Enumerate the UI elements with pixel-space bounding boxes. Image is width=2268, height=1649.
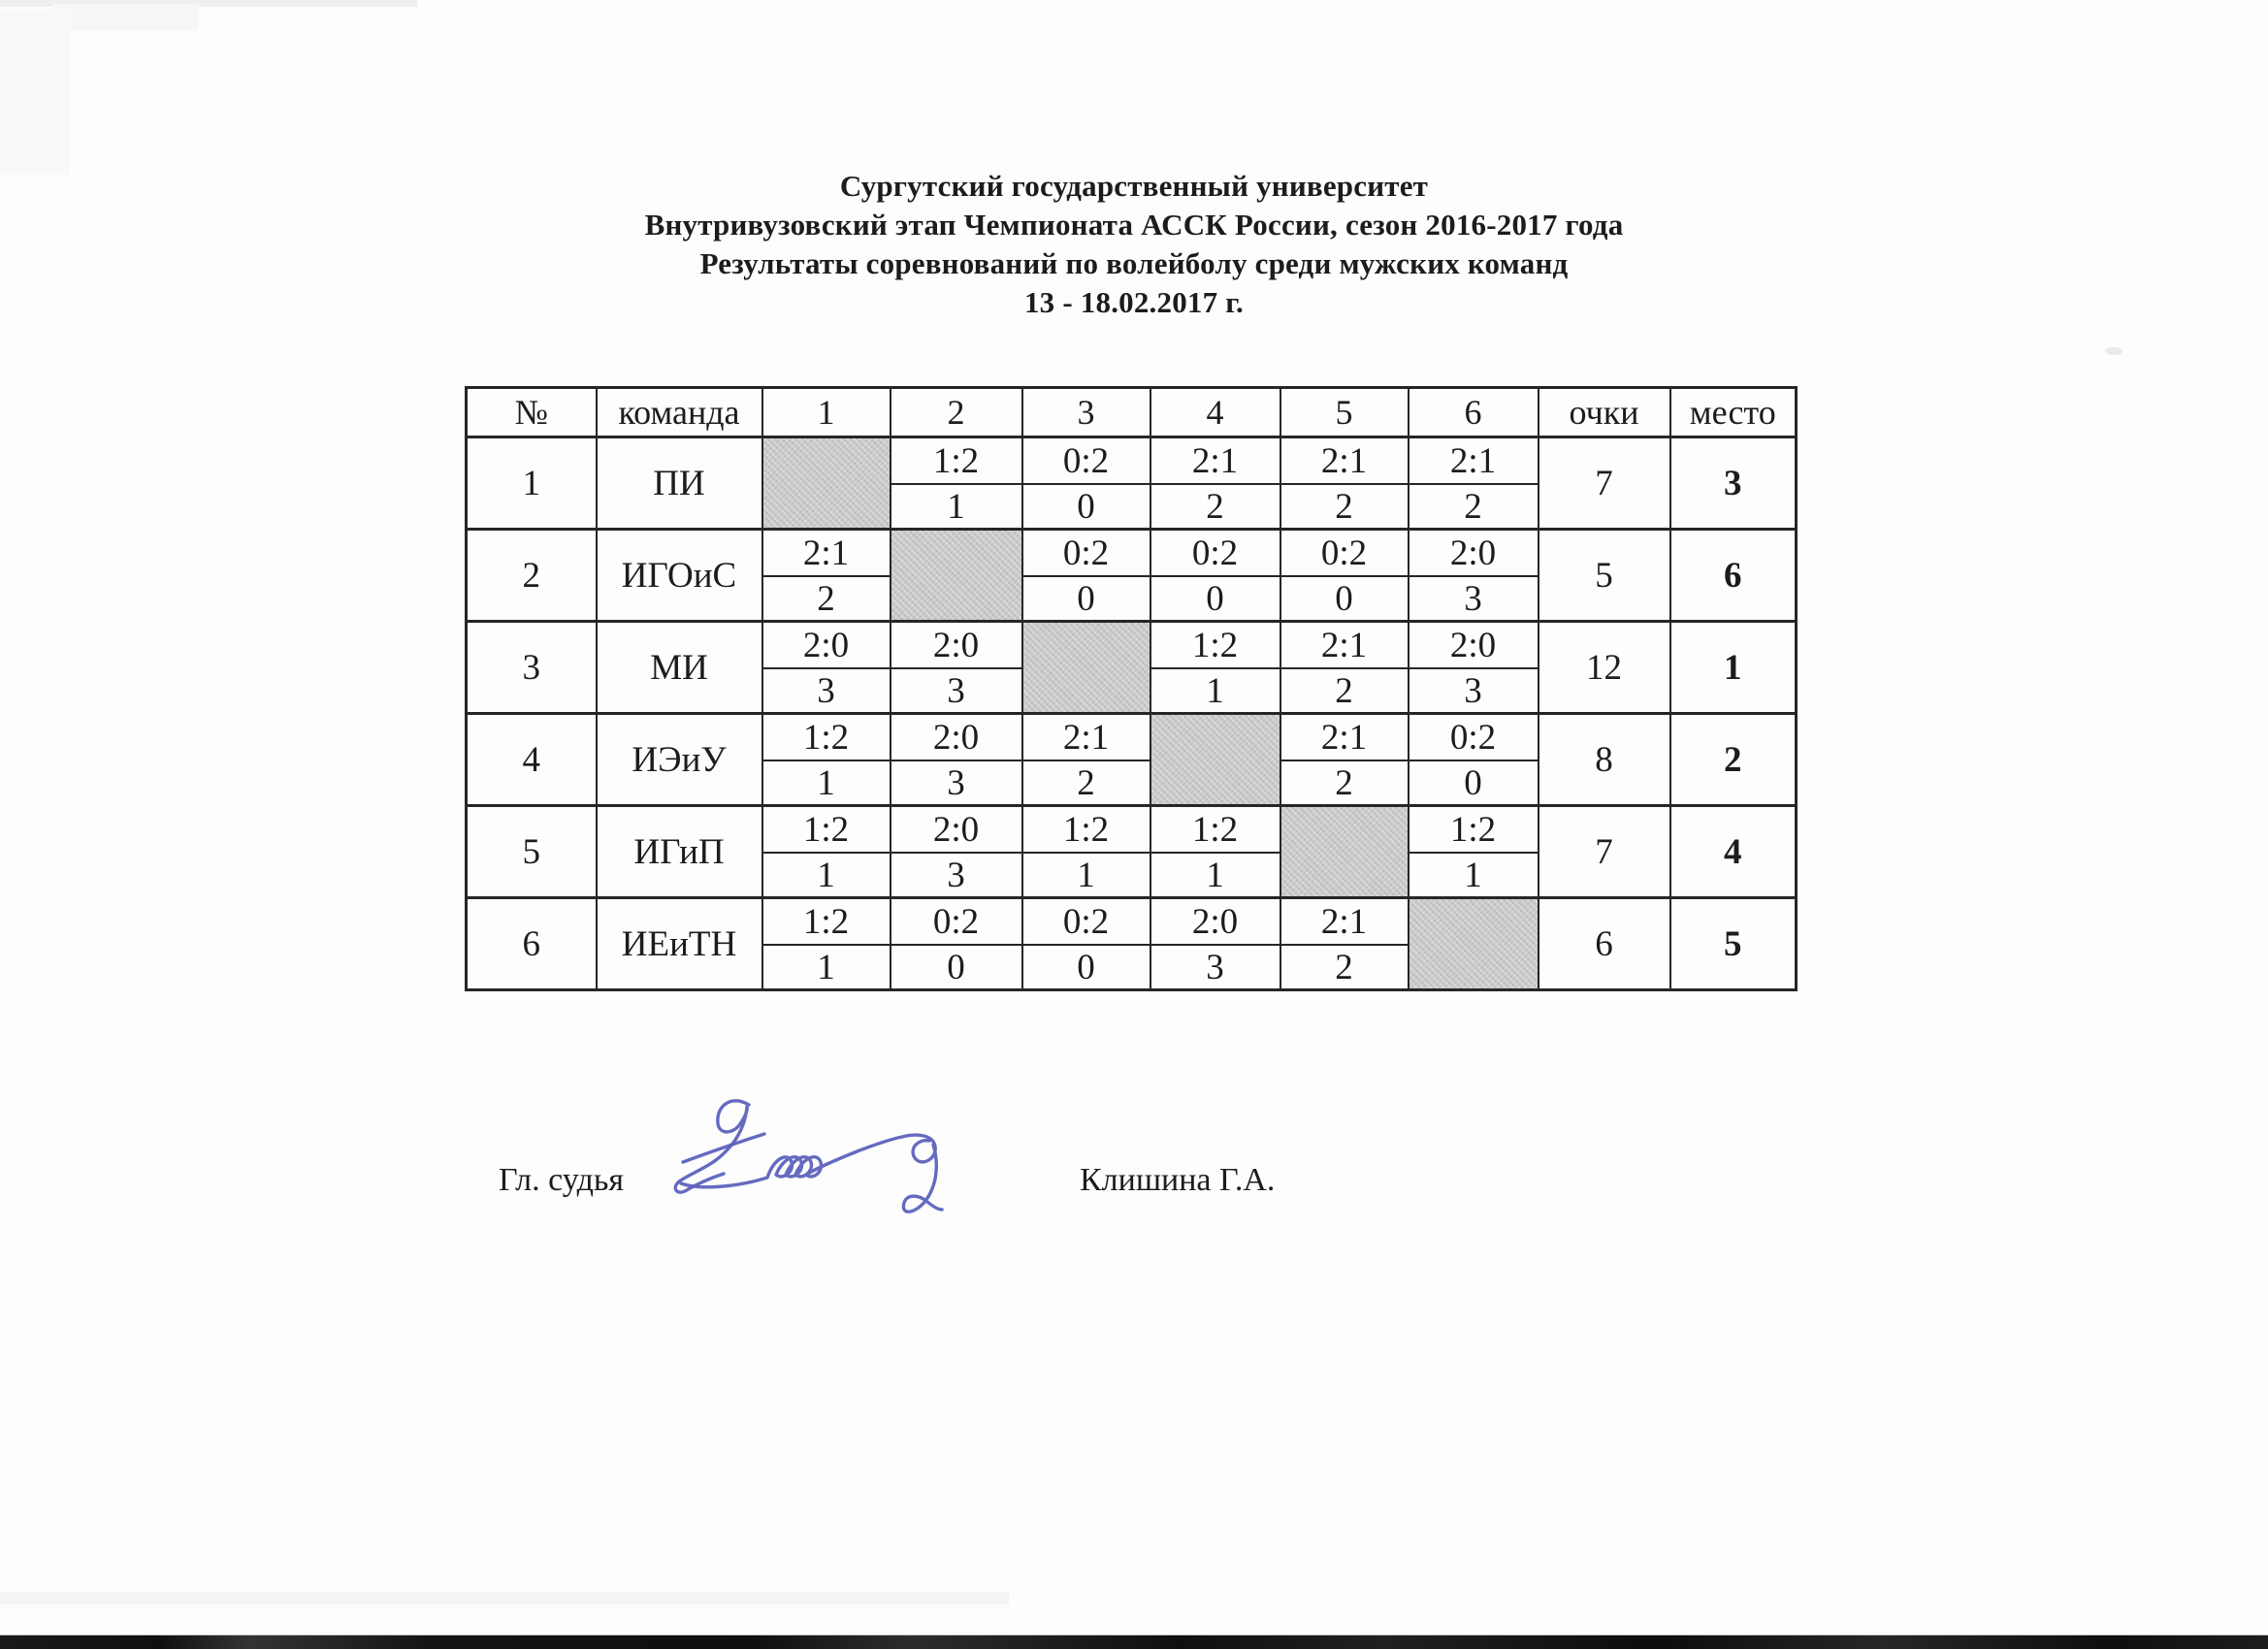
set-points-cell: 2 (762, 576, 891, 622)
set-points-cell: 3 (891, 760, 1022, 806)
set-points-cell: 0 (1409, 760, 1539, 806)
score-cell: 1:2 (1150, 622, 1280, 669)
place-cell: 4 (1670, 806, 1797, 898)
team-number-cell: 6 (467, 898, 597, 990)
diagonal-cell (1022, 622, 1150, 714)
title-line-university: Сургутский государственный университет (839, 169, 1429, 203)
place-cell: 2 (1670, 714, 1797, 806)
score-cell: 2:1 (1280, 437, 1409, 485)
score-cell: 2:1 (1409, 437, 1539, 485)
set-points-cell: 2 (1022, 760, 1150, 806)
set-points-cell: 1 (1409, 853, 1539, 898)
set-points-cell: 2 (1280, 760, 1409, 806)
place-cell: 5 (1670, 898, 1797, 990)
team-number-cell: 4 (467, 714, 597, 806)
set-points-cell: 2 (1150, 484, 1280, 530)
set-points-cell: 3 (1150, 945, 1280, 990)
title-line-stage: Внутривузовский этап Чемпионата АССК России, сезон 2016-2017 года (644, 208, 1624, 242)
total-points-cell: 8 (1539, 714, 1670, 806)
judge-label: Гл. судья (499, 1162, 625, 1198)
set-points-cell: 1 (762, 760, 891, 806)
score-cell: 2:1 (1280, 898, 1409, 946)
score-cell: 0:2 (1022, 437, 1150, 485)
place-cell: 1 (1670, 622, 1797, 714)
score-cell: 0:2 (1022, 530, 1150, 577)
place-cell: 6 (1670, 530, 1797, 622)
header-cell: 6 (1409, 388, 1539, 437)
diagonal-cell (1150, 714, 1280, 806)
diagonal-cell (762, 437, 891, 530)
score-cell: 2:1 (762, 530, 891, 577)
scan-top-smudge (53, 4, 199, 31)
score-cell: 2:0 (891, 714, 1022, 761)
header-cell: команда (597, 388, 762, 437)
set-points-cell: 2 (1280, 668, 1409, 714)
total-points-cell: 6 (1539, 898, 1670, 990)
total-points-cell: 5 (1539, 530, 1670, 622)
set-points-cell: 3 (891, 853, 1022, 898)
place-cell: 3 (1670, 437, 1797, 530)
score-cell: 1:2 (1409, 806, 1539, 854)
scan-left-smudge (0, 10, 70, 175)
scan-bottom-smudge (0, 1592, 1009, 1604)
header-cell: очки (1539, 388, 1670, 437)
total-points-cell: 7 (1539, 806, 1670, 898)
judge-name: Клишина Г.А. (1080, 1162, 1276, 1198)
set-points-cell: 0 (1280, 576, 1409, 622)
set-points-cell: 1 (1150, 853, 1280, 898)
score-cell: 0:2 (891, 898, 1022, 946)
set-points-cell: 2 (1280, 945, 1409, 990)
set-points-cell: 1 (891, 484, 1022, 530)
header-cell: 5 (1280, 388, 1409, 437)
set-points-cell: 1 (1150, 668, 1280, 714)
score-cell: 1:2 (891, 437, 1022, 485)
title-line-dates: 13 - 18.02.2017 г. (1023, 285, 1244, 319)
diagonal-cell (891, 530, 1022, 622)
score-cell: 0:2 (1150, 530, 1280, 577)
team-name-cell: ИЕиТН (597, 898, 762, 990)
score-cell: 1:2 (1150, 806, 1280, 854)
score-cell: 2:0 (1150, 898, 1280, 946)
team-name-cell: ИГОиС (597, 530, 762, 622)
score-cell: 1:2 (762, 714, 891, 761)
score-cell: 2:0 (1409, 622, 1539, 669)
set-points-cell: 2 (1280, 484, 1409, 530)
set-points-cell: 0 (1022, 484, 1150, 530)
score-cell: 2:1 (1280, 622, 1409, 669)
set-points-cell: 2 (1409, 484, 1539, 530)
judge-signature-icon (656, 1073, 986, 1247)
header-cell: № (467, 388, 597, 437)
score-cell: 1:2 (762, 806, 891, 854)
set-points-cell: 1 (762, 853, 891, 898)
set-points-cell: 0 (1022, 945, 1150, 990)
score-cell: 1:2 (762, 898, 891, 946)
score-cell: 0:2 (1409, 714, 1539, 761)
total-points-cell: 12 (1539, 622, 1670, 714)
score-cell: 2:0 (1409, 530, 1539, 577)
header-cell: 2 (891, 388, 1022, 437)
team-name-cell: ИГиП (597, 806, 762, 898)
team-number-cell: 2 (467, 530, 597, 622)
scan-speck (2105, 347, 2122, 355)
score-cell: 0:2 (1280, 530, 1409, 577)
header-cell: 3 (1022, 388, 1150, 437)
score-cell: 1:2 (1022, 806, 1150, 854)
results-table (465, 386, 1798, 991)
score-cell: 2:0 (891, 622, 1022, 669)
set-points-cell: 1 (1022, 853, 1150, 898)
team-number-cell: 3 (467, 622, 597, 714)
scan-top-smudge (0, 0, 417, 7)
header-cell: место (1670, 388, 1797, 437)
header-cell: 1 (762, 388, 891, 437)
diagonal-cell (1280, 806, 1409, 898)
score-cell: 2:0 (762, 622, 891, 669)
total-points-cell: 7 (1539, 437, 1670, 530)
score-cell: 2:1 (1022, 714, 1150, 761)
score-cell: 0:2 (1022, 898, 1150, 946)
set-points-cell: 1 (762, 945, 891, 990)
set-points-cell: 0 (1150, 576, 1280, 622)
team-number-cell: 5 (467, 806, 597, 898)
diagonal-cell (1409, 898, 1539, 990)
team-name-cell: ПИ (597, 437, 762, 530)
team-name-cell: ИЭиУ (597, 714, 762, 806)
document-title (0, 167, 2268, 322)
header-cell: 4 (1150, 388, 1280, 437)
set-points-cell: 0 (891, 945, 1022, 990)
set-points-cell: 3 (1409, 576, 1539, 622)
score-cell: 2:1 (1150, 437, 1280, 485)
set-points-cell: 3 (891, 668, 1022, 714)
score-cell: 2:1 (1280, 714, 1409, 761)
set-points-cell: 3 (762, 668, 891, 714)
title-line-results: Результаты соревнований по волейболу среди мужских команд (699, 246, 1569, 280)
team-number-cell: 1 (467, 437, 597, 530)
scan-edge-artifact (0, 1634, 2268, 1649)
set-points-cell: 0 (1022, 576, 1150, 622)
set-points-cell: 3 (1409, 668, 1539, 714)
score-cell: 2:0 (891, 806, 1022, 854)
team-name-cell: МИ (597, 622, 762, 714)
